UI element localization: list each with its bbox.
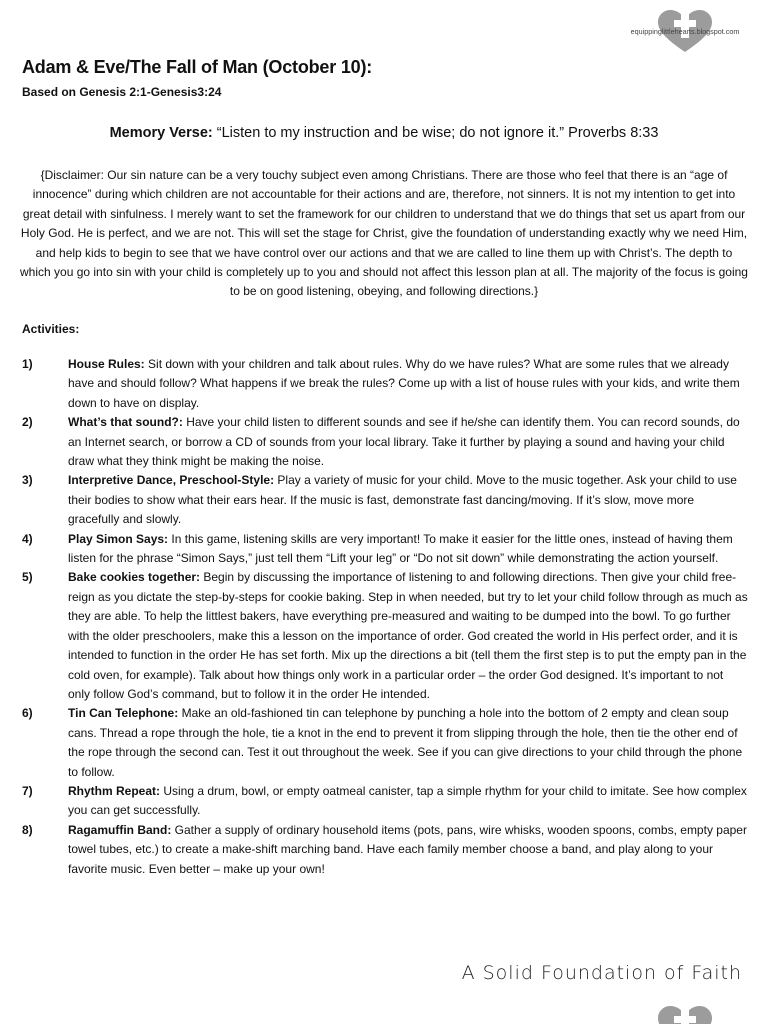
activity-number: 1) (22, 357, 33, 371)
activity-title: Play Simon Says: (68, 531, 169, 546)
page-title: Adam & Eve/The Fall of Man (October 10): (22, 57, 373, 77)
logo-url: equippinglittlehearts.blogspot.com (630, 27, 740, 36)
heart-cross-logo (622, 8, 748, 54)
memory-verse-label: Memory Verse: (109, 125, 213, 141)
activity-item (22, 821, 748, 879)
activity-text: Play a variety of music for your child. Move to the music together. Ask your child to use their bodies to show what their ears hear. If the music is fast, demonstrate fast dancing/moving. If it’s slow, move more gracefully and slowly. (68, 473, 737, 527)
activity-number: 3) (22, 473, 33, 488)
activity-text: Begin by discussing the importance of listening to and following directions. Then give your child free-reign as you dictate the step-by-steps for cookie baking. Step in when needed, but try to let your child follow through as much as they are able. To help the littlest bakers, have everything pre-measured and waiting to be dumped into the bowl. To go further with the older preschoolers, make this a lesson on the importance of order. God created the world in His perfect order, and it is intended to function in the order He has set forth. Mix up the directions a bit (tell them the first step is to put the empty pan in the cold oven, for example). Talk about how things only work in a particular order – the order God designed. It’s important to not only follow God’s command, but to follow it in the order He intended. (68, 570, 748, 701)
activity-text: In this game, listening skills are very important! To make it easier for the little ones, instead of having them listen for the phrase “Simon Says,” just tell them “Lift your leg” or “Do not sit down” while demonstrating the action yourself. (68, 531, 733, 566)
activities-list (22, 355, 748, 879)
activity-number: 7) (22, 783, 33, 798)
activity-title: Tin Can Telephone: (68, 706, 179, 721)
footer-tagline: A Solid Foundation of Faith (461, 962, 742, 984)
activity-number: 6) (22, 706, 33, 721)
activity-title: House Rules: (68, 357, 145, 371)
activity-title: Bake cookies together: (68, 570, 201, 585)
activity-text: Using a drum, bowl, or empty oatmeal canister, tap a simple rhythm for your child to imitate. See how complex you can get successfully. (68, 783, 747, 818)
activity-item (22, 355, 748, 413)
activity-number: 4) (22, 531, 33, 546)
activity-item (22, 704, 748, 782)
activity-text: Sit down with your children and talk about rules. Why do we have rules? What are some rules that we already have and should follow? What happens if we break the rules? Come up with a list of house rules with your kids, and write them down to have on display. (68, 357, 740, 410)
activity-item (22, 530, 748, 569)
activities-heading: Activities: (22, 322, 80, 336)
activity-item (22, 471, 748, 529)
activity-number: 5) (22, 570, 33, 585)
activity-title: Interpretive Dance, Preschool-Style: (68, 473, 275, 488)
activity-item (22, 782, 748, 821)
activity-item (22, 413, 748, 471)
activity-text: Have your child listen to different sounds and see if he/she can identify them. You can record sounds, do an Internet search, or borrow a CD of sounds from your local library. Take it further by playing a sound and having your child draw what they think might be making the noise. (68, 415, 740, 469)
memory-verse-text: “Listen to my instruction and be wise; do not ignore it.” Proverbs 8:33 (216, 125, 659, 141)
disclaimer-paragraph: {Disclaimer: Our sin nature can be a very touchy subject even among Christians. There are those who feel that there is an “age of innocence” during which children are not accountable for their actions and are, therefore, not sinners. It is not my intention to get into great detail with sinfulness. I merely want to set the framework for our children to understand that we do things that set us apart from our Holy God. He is perfect, and we are not. This will set the stage for Christ, give the foundation of understanding exactly why we need Him, and help kids to begin to see that we have control over our actions and that we are called to line them up with Christ’s. The depth to which you go into sin with your child is completely up to you and should not affect this lesson plan at all. The majority of the focus is going to be on good listening, obeying, and following directions.} (20, 168, 748, 299)
activity-title: What’s that sound?: (68, 415, 183, 430)
activity-number: 8) (22, 822, 33, 837)
memory-verse (0, 125, 768, 141)
page-subtitle: Based on Genesis 2:1-Genesis3:24 (22, 85, 222, 99)
activity-text: Make an old-fashioned tin can telephone by punching a hole into the bottom of 2 empty and clean soup cans. Thread a rope through the hole, tie a knot in the end to prevent it from slipping through the hole, then tie the other end of the rope through the second can. Test it out throughout the week. See if you can give directions to your child through the phone to follow. (68, 706, 743, 779)
activity-item (22, 568, 748, 704)
activity-number: 2) (22, 415, 33, 430)
heart-cross-logo-bottom (622, 1004, 748, 1024)
activity-title: Ragamuffin Band: (68, 822, 172, 837)
activity-title: Rhythm Repeat: (68, 783, 161, 798)
activity-text: Gather a supply of ordinary household items (pots, pans, wire whisks, wooden spoons, combs, empty paper towel tubes, etc.) to create a make-shift marching band. Have each family member choose a band, and play along to your favorite music. Even better – make up your own! (68, 822, 747, 876)
